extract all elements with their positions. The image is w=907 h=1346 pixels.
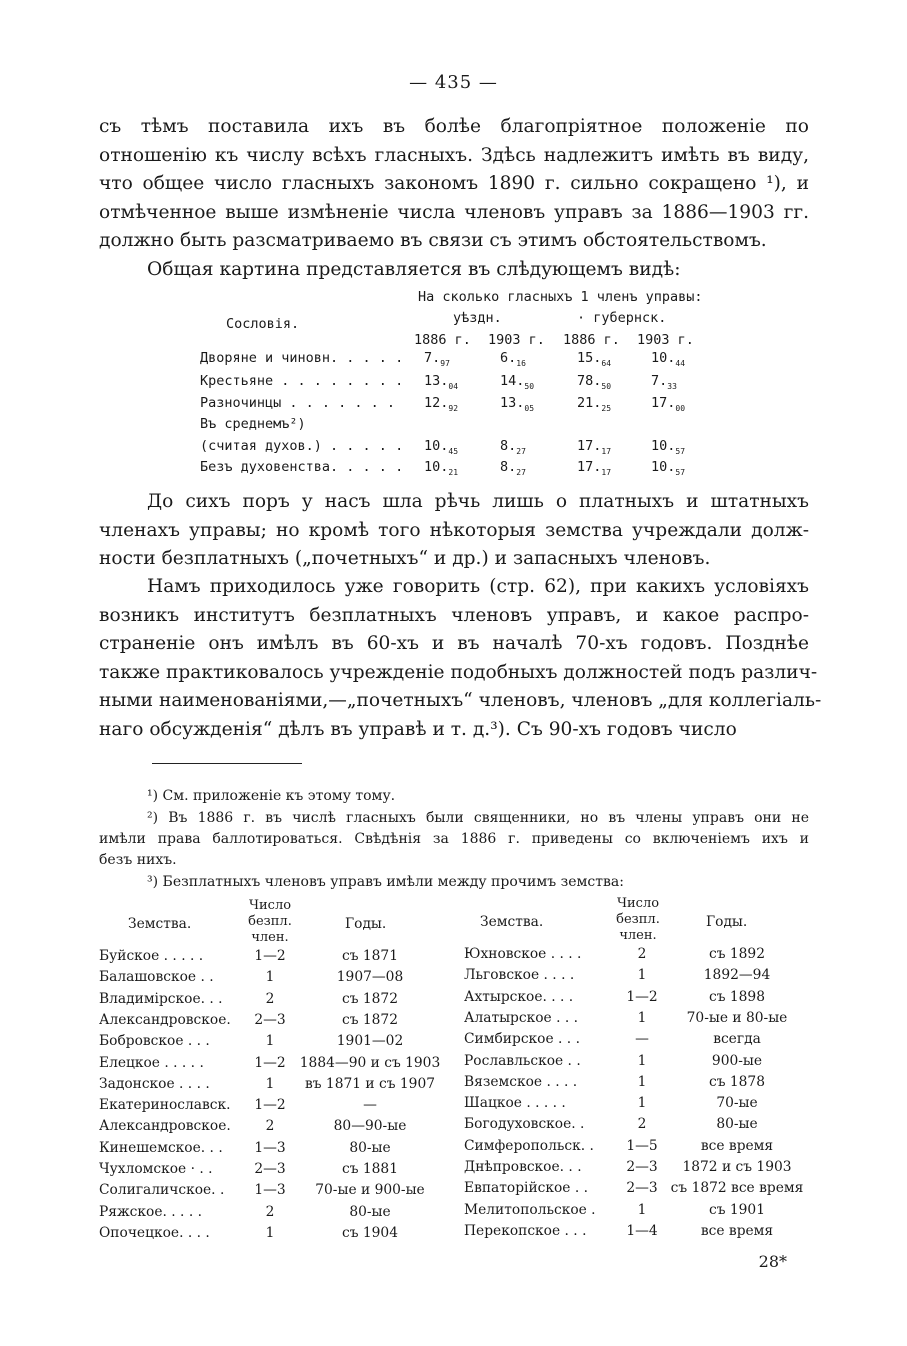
- paragraph-3: [99, 573, 822, 744]
- value-frac: 50: [524, 382, 535, 391]
- zemstvo-name: Вяземское . . . .: [464, 1074, 578, 1090]
- zemstvo-years: —: [363, 1097, 377, 1113]
- table-year: 1886 г.: [414, 332, 471, 348]
- paragraph3-line: ными наименованіями,—„почетныхъ“ членовъ, членовъ „для коллегіаль-: [99, 690, 822, 711]
- value-frac: 97: [440, 359, 450, 368]
- table-value: [651, 373, 677, 389]
- value-frac: 57: [675, 447, 686, 456]
- table-value: [577, 459, 611, 475]
- footnote-3: [99, 872, 809, 893]
- paragraph3-line: наго обсужденія“ дѣлъ въ управѣ и т. д.³). Съ 90-хъ годовъ число: [99, 718, 737, 740]
- zemstvo-name: Солигаличское. .: [99, 1182, 225, 1198]
- value-int: 10.: [651, 350, 676, 366]
- col-header-gody: Годы.: [706, 914, 748, 930]
- value-frac: 50: [601, 382, 612, 391]
- zemstvo-name: Балашовское . .: [99, 969, 214, 985]
- header-word: Число: [248, 898, 292, 913]
- zemstvo-count: 2—3: [254, 1012, 286, 1028]
- value-int: 17.: [651, 395, 676, 411]
- zemstvo-count: 1—3: [254, 1182, 286, 1198]
- zemstvo-count: 1: [637, 1202, 647, 1218]
- zemstvo-count: 2: [637, 1116, 647, 1132]
- zemstvo-count: 2: [265, 1204, 275, 1220]
- value-int: 15.: [577, 350, 602, 366]
- paragraph3-line: также практиковалось учрежденіе подобныхъ должностей подъ различ-: [99, 661, 818, 683]
- table-header-uezd: уѣздн.: [453, 310, 502, 326]
- table-value: [500, 350, 526, 366]
- value-int: 10.: [651, 438, 676, 454]
- paragraph2-line: ности безплатныхъ („почетныхъ“ и др.) и запасныхъ членовъ.: [99, 548, 711, 569]
- paragraph3-line: Намъ приходилось уже говорить (стр. 62), при какихъ условіяхъ: [147, 576, 809, 597]
- zemstvo-name: Владимірское. . .: [99, 991, 223, 1007]
- value-int: 7.: [424, 350, 441, 366]
- table-row-label: Въ среднемъ²): [200, 416, 306, 432]
- zemstvo-count: 1: [637, 1095, 647, 1111]
- value-frac: 44: [675, 359, 686, 368]
- table-row-label: (считая духов.) . . . . .: [200, 438, 404, 454]
- paragraph1-line: съ тѣмъ поставила ихъ въ болѣе благопріятное положеніе по: [99, 116, 809, 137]
- table-year: 1903 г.: [488, 332, 545, 348]
- paragraph1-line: должно быть разсматриваемо въ связи съ этимъ обстоятельствомъ.: [99, 230, 767, 251]
- value-int: 6.: [500, 350, 517, 366]
- zemstvo-years: 1892—94: [703, 967, 771, 983]
- table-year: 1886 г.: [563, 332, 620, 348]
- value-int: 8.: [500, 459, 517, 475]
- zemstvo-count: 2: [265, 1118, 275, 1134]
- zemstvo-count: 1: [265, 1076, 275, 1092]
- footnote-2-line: ²) Въ 1886 г. въ числѣ гласныхъ были священники, но въ члены управъ они не: [147, 810, 809, 826]
- zemstvo-count: 1—2: [626, 989, 658, 1005]
- table-col-label: Сословія.: [226, 316, 300, 332]
- zemstvo-years: 70-ые и 900-ые: [315, 1182, 425, 1198]
- zemstvo-years: всегда: [713, 1031, 761, 1047]
- zemstvo-count: 1—3: [254, 1140, 286, 1156]
- value-frac: 05: [524, 404, 535, 413]
- zemstvo-name: Мелитопольское .: [464, 1202, 596, 1218]
- footnote-separator: [152, 763, 302, 764]
- table-value: [577, 373, 611, 389]
- paragraph3-line: страненіе онъ имѣлъ въ 60-хъ и въ началѣ 70-хъ годовъ. Позднѣе: [99, 633, 809, 654]
- value-frac: 04: [448, 382, 459, 391]
- zemstvo-name: Евпаторійское . .: [464, 1180, 589, 1196]
- table-value: [500, 395, 534, 411]
- zemstvo-name: Днѣпровское. . .: [464, 1159, 582, 1175]
- value-frac: 45: [448, 447, 459, 456]
- zemstvo-years: 1901—02: [336, 1033, 404, 1049]
- value-int: 12.: [424, 395, 449, 411]
- col-header-chislo: [608, 896, 668, 944]
- table-year: 1903 г.: [637, 332, 694, 348]
- table-row-label: Разночинцы . . . . . . .: [200, 395, 396, 411]
- zemstvo-years: 1907—08: [336, 969, 404, 985]
- table-value: [424, 350, 450, 366]
- zemstvo-years: съ 1881: [341, 1161, 398, 1177]
- table-value: [500, 459, 526, 475]
- zemstvo-count: 2—3: [626, 1180, 658, 1196]
- zemstvo-name: Ахтырское. . . .: [464, 989, 574, 1005]
- zemstvo-years: съ 1898: [708, 989, 765, 1005]
- table-value: [577, 350, 611, 366]
- paragraph2-line: До сихъ поръ у насъ шла рѣчь лишь о платныхъ и штатныхъ: [147, 491, 809, 512]
- zemstvo-years: съ 1892: [708, 946, 765, 962]
- paragraph-2: [99, 488, 809, 574]
- value-frac: 33: [667, 382, 677, 391]
- zemstvo-count: 1—2: [254, 1097, 286, 1113]
- value-frac: 27: [516, 447, 526, 456]
- zemstvo-years: съ 1872: [341, 1012, 398, 1028]
- zemstvo-count: 1: [637, 1074, 647, 1090]
- value-int: 14.: [500, 373, 525, 389]
- value-frac: 00: [675, 404, 686, 413]
- value-int: 13.: [500, 395, 525, 411]
- zemstvo-years: 80-ые: [349, 1140, 391, 1156]
- table-value: [500, 438, 526, 454]
- value-int: 10.: [424, 438, 449, 454]
- table-value: [424, 373, 458, 389]
- zemstvo-name: Кинешемское. . .: [99, 1140, 223, 1156]
- paragraph-1: [99, 113, 809, 256]
- zemstvo-years: съ 1901: [708, 1202, 765, 1218]
- paragraph1-line: отмѣченное выше измѣненіе числа членовъ управъ за 1886—1903 гг.: [99, 201, 809, 223]
- zemstvo-name: Задонское . . . .: [99, 1076, 210, 1092]
- zemstvo-name: Симбирское . . .: [464, 1031, 580, 1047]
- zemstvo-count: 1—4: [626, 1223, 658, 1239]
- zemstvo-count: 1: [265, 1225, 275, 1241]
- table-value: [577, 395, 611, 411]
- zemstvo-years: 1872 и съ 1903: [682, 1159, 792, 1175]
- signature-mark: 28*: [758, 1252, 787, 1271]
- zemstvo-years: съ 1904: [341, 1225, 398, 1241]
- header-word: Число: [616, 896, 660, 911]
- table-value: [651, 459, 685, 475]
- footnote-2-line: безъ нихъ.: [99, 852, 177, 868]
- table-value: [500, 373, 534, 389]
- value-int: 21.: [577, 395, 602, 411]
- zemstvo-count: 1—2: [254, 1055, 286, 1071]
- footnote-3-text: ³) Безплатныхъ членовъ управъ имѣли между прочимъ земства:: [147, 874, 624, 890]
- zemstvo-years: все время: [700, 1223, 774, 1239]
- zemstvo-years: все время: [700, 1138, 774, 1154]
- zemstvo-name: Опочецкое. . . .: [99, 1225, 210, 1241]
- intro-line: [99, 256, 809, 285]
- zemstvo-name: Симферопольск. .: [464, 1138, 594, 1154]
- table-value: [651, 438, 685, 454]
- value-frac: 17: [601, 468, 612, 477]
- zemstvo-count: 1: [637, 1053, 647, 1069]
- zemstvo-count: 2—3: [626, 1159, 658, 1175]
- zemstvo-count: 1—5: [626, 1138, 658, 1154]
- value-int: 7.: [651, 373, 668, 389]
- header-word: член.: [251, 930, 289, 945]
- value-frac: 64: [601, 359, 612, 368]
- table-row-label: Дворяне и чиновн. . . . .: [200, 350, 404, 366]
- value-int: 8.: [500, 438, 517, 454]
- value-int: 17.: [577, 438, 602, 454]
- value-frac: 25: [601, 404, 612, 413]
- footnote-2: [99, 808, 809, 871]
- zemstvo-count: 1: [265, 1033, 275, 1049]
- zemstvo-years: съ 1871: [341, 948, 398, 964]
- table-value: [424, 459, 458, 475]
- zemstvo-years: 1884—90 и съ 1903: [299, 1055, 441, 1071]
- zemstvo-name: Буйское . . . . .: [99, 948, 204, 964]
- footnote-2-line: имѣли права баллотироваться. Свѣдѣнія за 1886 г. приведены со включеніемъ ихъ и: [99, 831, 809, 847]
- zemstvo-name: Богодуховское. .: [464, 1116, 585, 1132]
- table-header-top: На сколько гласныхъ 1 членъ управы:: [418, 289, 703, 305]
- col-header-gody: Годы.: [345, 916, 387, 932]
- value-frac: 57: [675, 468, 686, 477]
- zemstvo-count: 2—3: [254, 1161, 286, 1177]
- value-frac: 16: [516, 359, 526, 368]
- zemstvo-name: Шацкое . . . . .: [464, 1095, 566, 1111]
- paragraph2-line: членахъ управы; но кромѣ того нѣкоторыя земства учреждали долж-: [99, 519, 809, 541]
- zemstvo-years: 70-ые и 80-ые: [686, 1010, 788, 1026]
- zemstvo-years: съ 1872 все время: [670, 1180, 804, 1196]
- zemstvo-years: съ 1872: [341, 991, 398, 1007]
- zemstvo-count: 2: [265, 991, 275, 1007]
- zemstvo-count: 2: [637, 946, 647, 962]
- zemstvo-count: 1: [265, 969, 275, 985]
- zemstvo-name: Алатырское . . .: [464, 1010, 579, 1026]
- zemstvo-name: Чухломское · . .: [99, 1161, 213, 1177]
- table-value: [577, 438, 611, 454]
- header-word: безпл.: [248, 914, 292, 929]
- value-frac: 17: [601, 447, 612, 456]
- footnote-1: [99, 786, 809, 807]
- zemstvo-name: Перекопское . . .: [464, 1223, 587, 1239]
- zemstvo-name: Ряжское. . . . .: [99, 1204, 202, 1220]
- value-frac: 21: [448, 468, 459, 477]
- value-int: 10.: [651, 459, 676, 475]
- table-value: [651, 395, 685, 411]
- col-header-zemstva: Земства.: [128, 916, 192, 932]
- zemstvo-name: Александровское.: [99, 1012, 231, 1028]
- header-word: член.: [619, 928, 657, 943]
- zemstvo-years: 900-ые: [711, 1053, 763, 1069]
- table-value: [424, 438, 458, 454]
- zemstvo-name: Льговское . . . .: [464, 967, 575, 983]
- table-row-label: Безъ духовенства. . . . .: [200, 459, 404, 475]
- col-header-chislo: [240, 898, 300, 946]
- page-number: — 435 —: [409, 72, 498, 93]
- zemstvo-years: съ 1878: [708, 1074, 765, 1090]
- value-frac: 92: [448, 404, 459, 413]
- zemstvo-name: Рославльское . .: [464, 1053, 581, 1069]
- value-frac: 27: [516, 468, 526, 477]
- paragraph3-line: возникъ институтъ безплатныхъ членовъ управъ, и какое распро-: [99, 604, 809, 626]
- zemstvo-name: Юхновское . . . .: [464, 946, 582, 962]
- zemstvo-years: 80—90-ые: [333, 1118, 407, 1134]
- value-int: 17.: [577, 459, 602, 475]
- value-int: 78.: [577, 373, 602, 389]
- zemstvo-years: 80-ые: [716, 1116, 758, 1132]
- zemstvo-count: 1: [637, 967, 647, 983]
- zemstvo-name: Александровское.: [99, 1118, 231, 1134]
- intro-text: Общая картина представляется въ слѣдующемъ видѣ:: [147, 259, 681, 280]
- zemstvo-count: 1: [637, 1010, 647, 1026]
- paragraph1-line: что общее число гласныхъ закономъ 1890 г. сильно сокращено ¹), и: [99, 173, 809, 194]
- header-word: безпл.: [616, 912, 660, 927]
- value-int: 10.: [424, 459, 449, 475]
- zemstvo-count: 1—2: [254, 948, 286, 964]
- zemstvo-count: —: [635, 1031, 649, 1047]
- zemstvo-name: Елецкое . . . . .: [99, 1055, 204, 1071]
- table-header-gub: · губернск.: [577, 310, 667, 326]
- table-value: [651, 350, 685, 366]
- table-row-label: Крестьяне . . . . . . . .: [200, 373, 404, 389]
- paragraph1-line: отношенію къ числу всѣхъ гласныхъ. Здѣсь надлежитъ имѣть въ виду,: [99, 144, 809, 166]
- col-header-zemstva: Земства.: [480, 914, 544, 930]
- footnote-1-text: ¹) См. приложеніе къ этому тому.: [147, 788, 396, 804]
- table-value: [424, 395, 458, 411]
- zemstvo-years: въ 1871 и съ 1907: [304, 1076, 435, 1092]
- zemstvo-years: 70-ые: [716, 1095, 758, 1111]
- zemstvo-name: Екатеринославск.: [99, 1097, 231, 1113]
- value-int: 13.: [424, 373, 449, 389]
- zemstvo-years: 80-ые: [349, 1204, 391, 1220]
- zemstvo-name: Бобровское . . .: [99, 1033, 210, 1049]
